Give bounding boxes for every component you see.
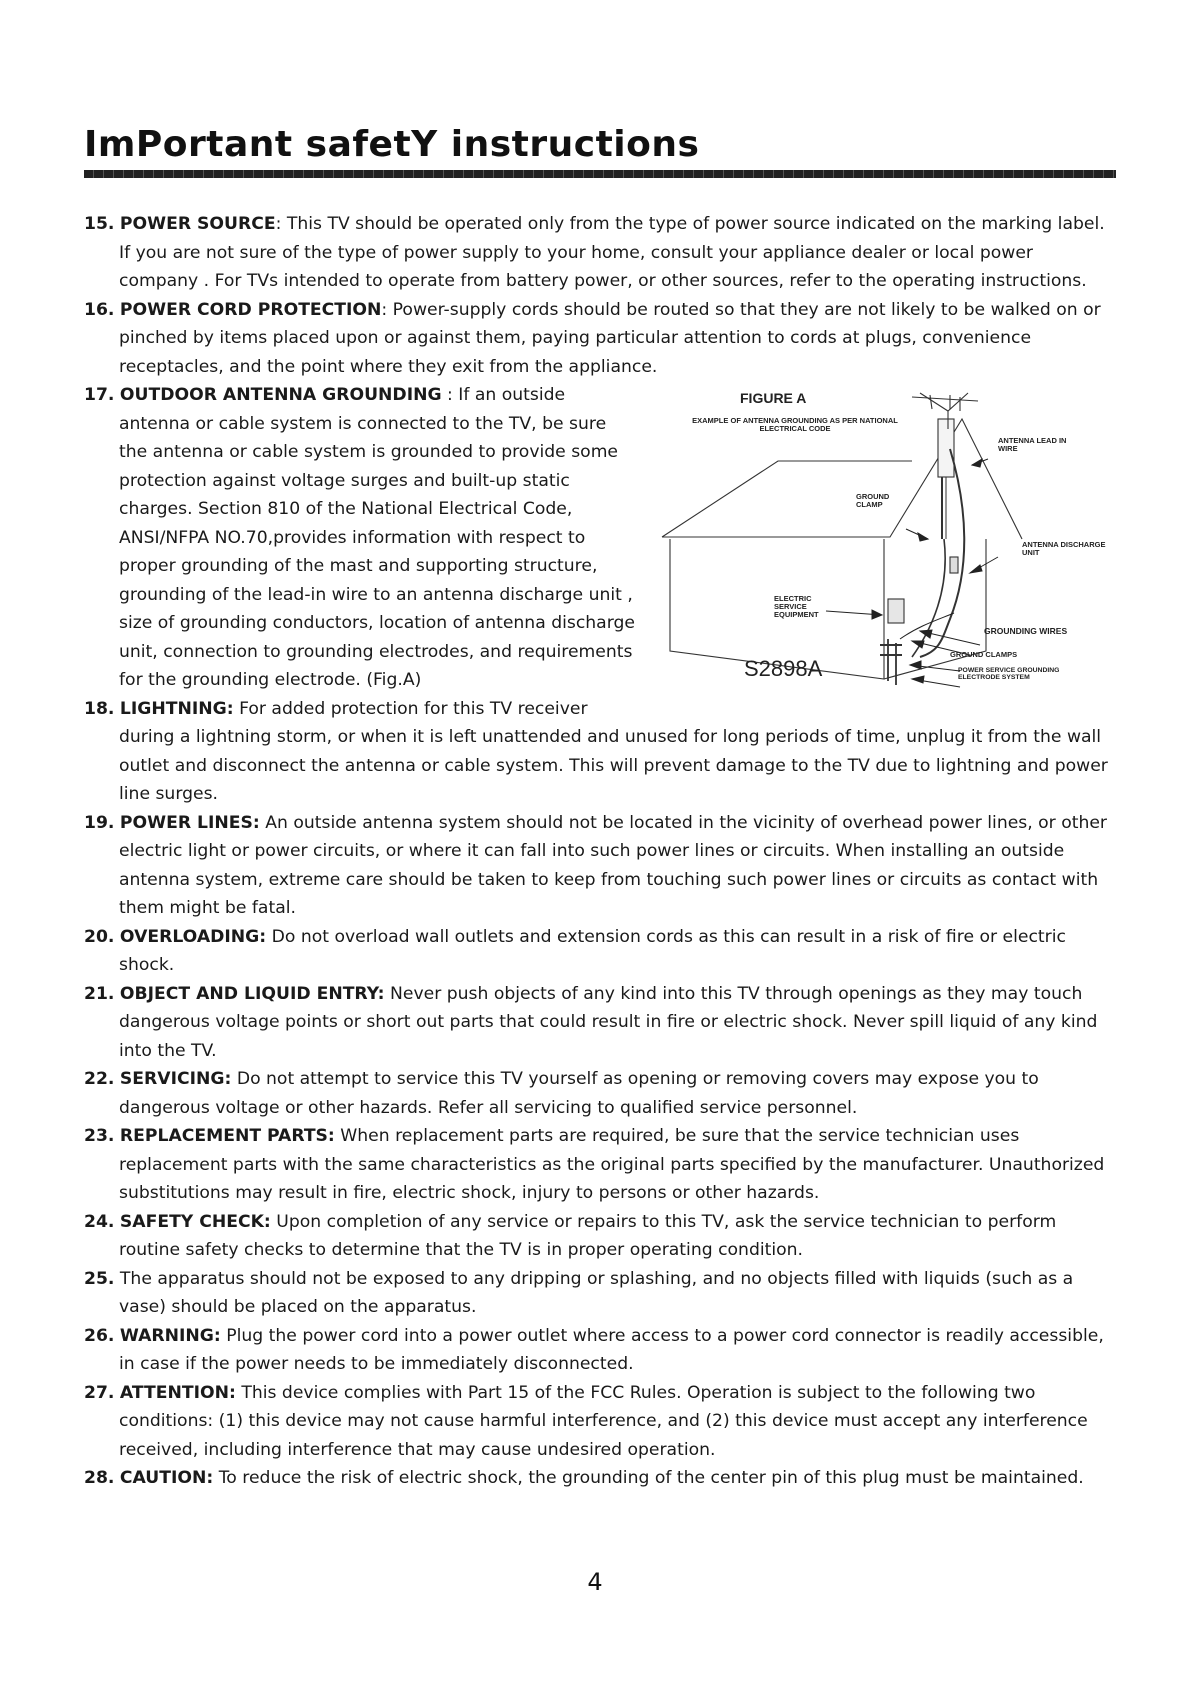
item-22 — [84, 1065, 1116, 1122]
item-separator: : — [275, 214, 287, 234]
label-grounding-wires: GROUNDING WIRES — [984, 626, 1068, 636]
item-number: 28. — [84, 1468, 115, 1488]
label-electric-service: ELECTRIC SERVICE EQUIPMENT — [774, 594, 819, 619]
item-15 — [84, 210, 1116, 296]
item-number: 24. — [84, 1211, 115, 1232]
item-28 — [84, 1464, 1116, 1493]
figure-code: S2898A — [744, 656, 823, 681]
item-number: 20. — [84, 926, 115, 947]
item-number: 19. — [84, 812, 115, 833]
item-text: Never push objects of any kind into this TV through openings as they may touch dangerous voltage points or short out parts that could result in fire or electric shock. Never spill liquid of any kind into the TV. — [119, 983, 1098, 1061]
label-ground-clamps: GROUND CLAMPS — [950, 650, 1018, 659]
item-number: 23. — [84, 1126, 115, 1146]
item-text: Do not attempt to service this TV yourself as opening or removing covers may expose you to dangerous voltage or other hazards. Refer all servicing to qualified service personnel. — [119, 1069, 1039, 1118]
label-discharge-unit: ANTENNA DISCHARGE UNIT — [1022, 540, 1106, 557]
item-number: 18. — [84, 698, 115, 719]
item-text: The apparatus should not be exposed to any dripping or splashing, and no objects filled with liquids (such as a vase) should be placed on the apparatus. — [119, 1268, 1074, 1317]
item-separator: : — [441, 385, 459, 405]
item-18 — [84, 695, 1116, 809]
item-25 — [84, 1265, 1116, 1322]
label-antenna-lead: ANTENNA LEAD IN WIRE — [998, 436, 1067, 453]
item-heading: OVERLOADING: — [119, 926, 267, 947]
item-text: Do not overload wall outlets and extension cords as this can result in a risk of fire or electric shock. — [119, 926, 1066, 975]
figure-title: FIGURE A — [740, 390, 807, 406]
grounding-section — [84, 381, 1116, 809]
item-text: An outside antenna system should not be located in the vicinity of overhead power lines, or other electric light or power circuits, or where it can fall into such power lines or circuits. When installing an outside antenna system, extreme care should be taken to keep from touching such power lines or circuits as contact with them might be fatal. — [119, 812, 1108, 918]
item-text: Power-supply cords should be routed so that they are not likely to be walked on or pinched by items placed upon or against them, paying particular attention to cords at plugs, convenience receptacles, and the point where they exit from the appliance. — [119, 299, 1101, 377]
item-number: 17. — [84, 385, 115, 405]
item-heading: CAUTION: — [119, 1468, 214, 1488]
item-20 — [84, 923, 1116, 980]
item-26 — [84, 1322, 1116, 1379]
item-heading: POWER SOURCE — [119, 214, 276, 234]
label-power-service: POWER SERVICE GROUNDING ELECTRODE SYSTEM — [958, 667, 1060, 682]
item-number: 26. — [84, 1325, 115, 1346]
figure-caption: EXAMPLE OF ANTENNA GROUNDING AS PER NATIONAL ELECTRICAL CODE — [692, 416, 898, 433]
item-number: 15. — [84, 214, 115, 234]
item-heading: REPLACEMENT PARTS: — [119, 1126, 335, 1146]
title-rule — [84, 170, 1116, 178]
item-number: 25. — [84, 1268, 115, 1289]
item-text: Upon completion of any service or repairs to this TV, ask the service technician to perform routine safety checks to determine that the TV is in proper operating condition. — [119, 1211, 1057, 1260]
page-title: ImPortant safetY instructions — [84, 124, 700, 165]
item-heading: SERVICING: — [119, 1069, 232, 1089]
item-heading: SAFETY CHECK: — [119, 1211, 271, 1232]
item-text: This device complies with Part 15 of the FCC Rules. Operation is subject to the following two conditions: (1) this device may not cause harmful interference, and (2) this device must accept any interference received, including interference that may cause undesired operation. — [119, 1382, 1088, 1460]
item-17 — [84, 381, 1116, 695]
item-heading: WARNING: — [119, 1325, 221, 1346]
item-separator: : — [381, 299, 393, 320]
item-number: 16. — [84, 299, 115, 320]
item-heading: POWER LINES: — [119, 812, 260, 833]
item-text: To reduce the risk of electric shock, the grounding of the center pin of this plug must be maintained. — [218, 1468, 1084, 1488]
item-27 — [84, 1379, 1116, 1465]
item-heading: OUTDOOR ANTENNA GROUNDING — [119, 385, 442, 405]
page-number: 4 — [587, 1568, 603, 1596]
item-19 — [84, 809, 1116, 923]
item-21 — [84, 980, 1116, 1066]
label-ground-clamp: GROUND CLAMP — [856, 492, 890, 509]
item-number: 21. — [84, 983, 115, 1004]
item-number: 27. — [84, 1382, 115, 1403]
item-heading: OBJECT AND LIQUID ENTRY: — [119, 983, 385, 1004]
item-24 — [84, 1208, 1116, 1265]
item-number: 22. — [84, 1069, 115, 1089]
item-text: When replacement parts are required, be sure that the service technician uses replacement parts with the same characteristics as the original parts specified by the manufacturer. Unauthorized substitutions may result in fire, electric shock, injury to persons or other hazards. — [119, 1126, 1105, 1203]
item-text: Plug the power cord into a power outlet where access to a power cord connector is readily accessible, in case if the power needs to be immediately disconnected. — [119, 1325, 1104, 1374]
item-heading: LIGHTNING: — [119, 698, 234, 719]
item-text: For added protection for this TV receiver during a lightning storm, or when it is left unattended and unused for long periods of time, unplug it from the wall outlet and disconnect the antenna or cable system. This will prevent damage to the TV due to lightning and power line surges. — [119, 698, 1108, 804]
item-16 — [84, 296, 1116, 382]
instructions-list — [84, 210, 1116, 1493]
item-heading: ATTENTION: — [119, 1382, 236, 1403]
item-heading: POWER CORD PROTECTION — [119, 299, 382, 320]
item-text: This TV should be operated only from the type of power source indicated on the marking label. If you are not sure of the type of power supply to your home, consult your appliance dealer or local power company . For TVs intended to operate from battery power, or other sources, refer to the operating instructions. — [119, 214, 1105, 291]
item-text: If an outside antenna or cable system is connected to the TV, be sure the antenna or cable system is grounded to provide some protection against voltage surges and built-up static charges. Section 810 of the National Electrical Code, ANSI/NFPA NO.70,provides information with respect to proper grounding of the mast and supporting structure, grounding of the lead-in wire to an antenna discharge unit , size of grounding conductors, location of antenna discharge unit, connection to grounding electrodes, and requirements for the grounding electrode. (Fig.A) — [119, 385, 635, 690]
item-23 — [84, 1122, 1116, 1208]
